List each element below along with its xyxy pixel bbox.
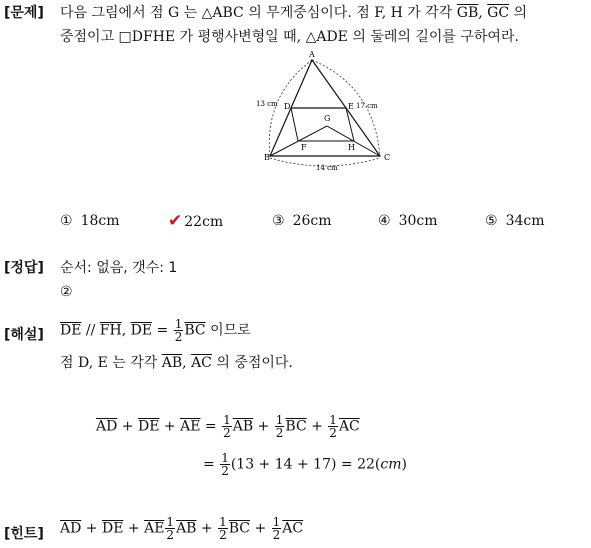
comma: , [121,322,131,339]
segment-ab-text: $\overline{AB}$ [176,520,197,537]
denominator: 2 [272,528,281,542]
segment-gc: $\overline{GC}$ [487,5,510,21]
numerator: 1 [166,515,175,529]
segment-ab-text: $\overline{AB}$ [161,355,183,371]
numerator: 1 [219,515,227,529]
unit-text: cm [380,456,402,473]
label-a: A [309,50,315,59]
equals-sign: = [152,322,173,339]
solution-text: 이므로 [205,322,251,339]
choice-label: 34cm [505,213,545,229]
choice-1[interactable] [60,213,120,229]
plus-sign: + [117,418,138,435]
fraction-half [275,414,285,439]
choice-number: ③ [272,213,285,229]
segment-de-text-2: $\overline{DE}$ [130,322,153,339]
segment-bc-text: $\overline{BC}$ [285,418,307,435]
numerator: 1 [223,413,231,427]
fraction-half [174,318,184,343]
comma: , [182,355,192,371]
solution-line-1 [60,318,251,343]
answer-meta: 순서: 없음, 갯수: 1 [60,260,178,276]
choice-3[interactable] [272,213,332,229]
segment-de-text: $\overline{DE}$ [60,322,82,339]
numerator: 1 [275,413,284,427]
segment-de-text: $\overline{DE}$ [137,418,160,435]
segment-ae-text: $\overline{AE}$ [180,418,201,435]
label-h: H [348,143,355,152]
answer-value: ② [60,284,73,300]
solution-text: 의 중점이다. [211,355,293,371]
segment-bc-text: $\overline{BC}$ [184,322,206,339]
plus-sign: + [253,418,274,435]
length-bc: 14 cm [316,164,338,172]
segment-gb: $\overline{GB}$ [456,5,479,21]
label-b: B [264,153,270,162]
segment-ad-text: $\overline{AD}$ [96,418,118,435]
problem-text-b: 의 [513,5,528,21]
choice-number: ① [60,213,73,229]
choice-5[interactable] [485,213,545,229]
numerator: 1 [221,451,229,465]
choice-4[interactable] [378,213,438,229]
segment-ac-text: $\overline{AC}$ [282,520,304,537]
equals-sign: = [200,418,222,435]
denominator: 2 [174,330,183,344]
fraction-half [222,414,232,439]
plus-sign: + [81,520,102,537]
label-f: F [301,143,307,152]
segment-ae-text: $\overline{AE}$ [144,520,165,537]
checkmark-icon: ✔ [168,211,183,231]
plus-sign: + [250,520,271,537]
answer-tag: [정답] [4,260,44,276]
solution-text: 점 D, E 는 각각 [60,355,162,371]
denominator: 2 [221,464,229,478]
triangle-figure [254,46,404,174]
problem-text-a: 다음 그림에서 점 G 는 △ABC 의 무게중심이다. 점 F, H 가 각각 [60,5,453,21]
solution-line-2 [60,352,293,372]
equation-line-1 [96,414,360,439]
denominator: 2 [166,528,175,542]
fraction-half [165,516,175,541]
fraction-half [272,516,282,541]
fraction-half [328,414,338,439]
choice-label: 22cm [184,214,224,230]
numerator: 1 [272,515,281,529]
problem-line-1 [60,2,527,22]
fraction-half [218,516,228,541]
length-ac: 17 cm [356,102,378,110]
plus-sign: + [123,520,145,537]
denominator: 2 [223,426,231,440]
fraction-half [220,452,230,477]
segment-ad-text: $\overline{AD}$ [60,520,82,537]
segment-bc-text: $\overline{BC}$ [228,520,251,537]
choice-label: 26cm [292,213,332,229]
equation-text: (13 + 14 + 17) = 22( [230,456,381,473]
label-e: E [348,102,354,111]
segment-fh-text: $\overline{FH}$ [99,322,122,339]
choice-label: 30cm [398,213,438,229]
plus-sign: + [306,418,328,435]
plus-sign: + [196,520,218,537]
label-c: C [384,153,391,162]
segment-ac-text: $\overline{AC}$ [191,355,212,371]
choice-number: ④ [378,213,391,229]
segment-ab-text: $\overline{AB}$ [232,418,254,435]
plus-sign: + [159,418,181,435]
equation-line-2 [203,452,407,477]
length-ab: 13 cm [256,100,278,108]
denominator: 2 [329,426,337,440]
separator: , [478,5,483,21]
denominator: 2 [219,528,227,542]
label-g: G [324,114,331,123]
parallel-sign: // [81,322,100,339]
problem-line-2: 중점이고 □DFHE 가 평행사변형일 때, △ADE 의 둘레의 길이를 구하여라. [60,29,519,45]
close-paren: ) [401,456,407,473]
label-d: D [284,102,291,111]
segment-ac-text: $\overline{AC}$ [338,418,360,435]
choice-2[interactable] [168,211,223,231]
segment-df [291,108,298,141]
hint-line [60,516,303,541]
equals-sign: = [203,456,220,473]
numerator: 1 [174,317,183,331]
hint-tag: [힌트] [4,526,44,542]
choice-number: ⑤ [485,213,498,229]
problem-tag: [문제] [4,5,44,21]
denominator: 2 [275,426,284,440]
choice-label: 18cm [80,213,120,229]
solution-tag: [해설] [4,327,44,343]
segment-de-text: $\overline{DE}$ [101,520,124,537]
numerator: 1 [329,413,337,427]
